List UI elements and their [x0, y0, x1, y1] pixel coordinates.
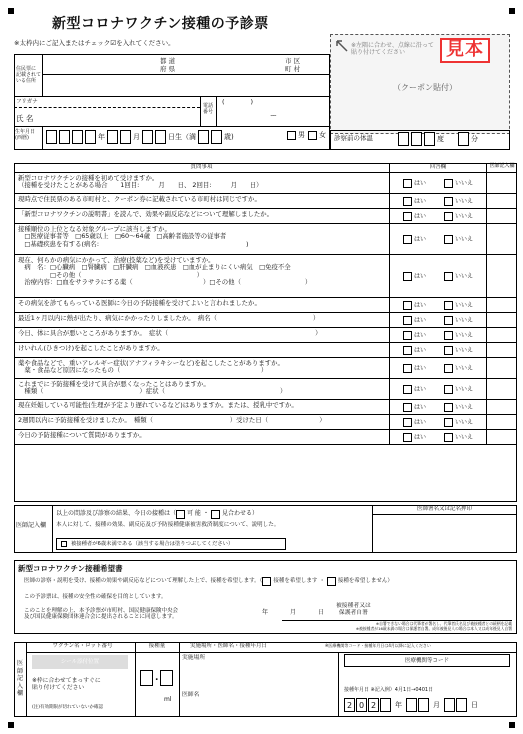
coupon-label: （クーポン貼付） — [393, 83, 457, 92]
question-text: けいれん(ひきつけ)を起こしたことがありますか。 — [18, 344, 164, 352]
no-label: いいえ — [454, 235, 473, 243]
question-row — [14, 400, 517, 415]
answer-area — [389, 343, 486, 357]
yes-checkbox[interactable] — [403, 235, 412, 244]
doctor-note-cell[interactable] — [486, 430, 517, 444]
address-fu: 府 県 — [160, 65, 176, 73]
signer-label: 被接種者又は 保護者自署 — [336, 603, 371, 616]
no-checkbox[interactable] — [444, 272, 453, 281]
answer-area — [389, 328, 486, 342]
under-six-label: 被接種者が6歳未満である（該当する場合は塗りつぶしてください） — [71, 540, 234, 547]
no-checkbox[interactable] — [444, 433, 453, 442]
question-row — [14, 313, 517, 328]
doctor-note-cell[interactable] — [486, 173, 517, 193]
registration-mark-top-right — [509, 8, 515, 14]
year-prefix-digit: 2 — [344, 698, 355, 712]
question-text: 現在、何らかの病気にかかって、治療(投薬など)を受けていますか。 病 名：□心臓病 □腎臓病 □肝臓病 □血液疾患 □血が止まりにくい病気 □免疫不全 □その他（ ） 治療内容：□血をサラサラにする薬（ ）□その他（ ） — [18, 256, 312, 287]
no-label: いいえ — [454, 301, 473, 309]
yes-checkbox[interactable] — [403, 212, 412, 221]
code-note: ※医療機関等コード・接種年月日は4月以降に記入ください — [325, 643, 431, 648]
under-six-checkbox[interactable] — [61, 541, 67, 547]
doctor-note-cell[interactable] — [486, 224, 517, 254]
address-to: 都 道 — [160, 57, 176, 65]
doctor-header: 医師記入欄 — [486, 163, 517, 172]
no-label: いいえ — [454, 316, 473, 324]
divider — [14, 126, 330, 127]
yes-checkbox[interactable] — [403, 385, 412, 394]
signer-note: ※自署できない場合は代筆者が署名し、代筆者氏名及び被接種者との続柄を記載 ※被接種者が16歳未満の場合は保護者自署。成年被後見人の場合は本人又は成年後見人自署 — [355, 621, 512, 631]
age-unit: 歳) — [224, 132, 234, 141]
divider — [216, 96, 217, 126]
facility-code-input[interactable]: 医療機関等コード — [344, 654, 510, 667]
yes-label: はい — [413, 331, 426, 339]
record-side-label: 医 師 記 入 欄 — [17, 660, 24, 697]
yes-label: はい — [413, 403, 426, 411]
question-row — [14, 379, 517, 400]
yes-label: はい — [413, 364, 426, 372]
yes-label: はい — [413, 418, 426, 426]
no-label: いいえ — [454, 364, 473, 372]
no-label: いいえ — [454, 197, 473, 205]
signer-input[interactable] — [376, 600, 511, 618]
table-header — [14, 163, 517, 173]
divider — [52, 505, 53, 553]
yes-label: はい — [413, 235, 426, 243]
doctor-name-label: 医師名 — [182, 692, 200, 698]
yes-checkbox[interactable] — [403, 331, 412, 340]
digit-box[interactable] — [456, 698, 467, 712]
question-text: 最近1ヶ月以内に熱が出たり、病気にかかったりしましたか。 病名（ ） — [18, 314, 320, 322]
digit-box[interactable] — [444, 698, 455, 712]
digit-box[interactable] — [107, 130, 118, 144]
year-prefix-digit: 0 — [356, 698, 367, 712]
consent-month-unit: 月 — [290, 609, 297, 616]
degree-unit: 度 — [437, 134, 444, 143]
no-checkbox[interactable] — [444, 418, 453, 427]
yes-label: はい — [413, 316, 426, 324]
question-row — [14, 224, 517, 255]
question-row — [14, 194, 517, 209]
consent-purpose: この予診票は、接種の安全性の確保を目的としています。 — [24, 594, 167, 600]
doctor-judgement: 以上の問診及び診察の結果、今日の接種は（ 可 能 ・ 見合わせる ） — [56, 510, 258, 518]
digit-box[interactable] — [85, 130, 96, 144]
answer-area — [389, 415, 486, 429]
divider — [135, 642, 136, 717]
signature-header: 医師署名又は記名押印 — [372, 505, 517, 515]
digit-box[interactable] — [72, 130, 83, 144]
no-checkbox[interactable] — [444, 316, 453, 325]
seal-position[interactable]: シール添付位置 — [32, 655, 128, 669]
month-unit: 月 — [133, 132, 140, 141]
no-checkbox[interactable] — [444, 385, 453, 394]
consent-day-unit: 日 — [318, 609, 325, 616]
doctor-note-cell[interactable] — [486, 255, 517, 297]
address-input[interactable] — [43, 74, 329, 96]
no-checkbox[interactable] — [444, 301, 453, 310]
consent-agreement: このことを理解の上、本予診票が市町村、国民健康保険中央会 及び国民健康保険団体連合会に提出されることに同意します。 — [24, 608, 179, 621]
address-shi: 市 区 — [285, 57, 301, 65]
yes-label: はい — [413, 301, 426, 309]
no-checkbox[interactable] — [444, 364, 453, 373]
phone-area-code[interactable]: ( ) — [222, 98, 254, 106]
yes-checkbox[interactable] — [403, 403, 412, 412]
date-year-unit: 年 — [395, 700, 402, 709]
instruction-note: ※太枠内にご記入またはチェック☑を入れてください。 — [14, 39, 175, 47]
yes-checkbox[interactable] — [403, 316, 412, 325]
vaccine-header: ワクチン名・ロット番号 — [52, 643, 113, 649]
question-text: 今日、体に具合が悪いところがありますか。 症状（ ） — [18, 329, 322, 337]
divider — [179, 642, 180, 717]
male-label: 男 — [298, 131, 305, 140]
furigana-label: フリガナ — [16, 99, 38, 105]
question-row — [14, 343, 517, 358]
gender-select — [287, 131, 326, 140]
doctor-note-cell[interactable] — [486, 379, 517, 399]
yes-label: はい — [413, 212, 426, 220]
dose-input[interactable]: . — [140, 670, 173, 686]
place-label: 実施場所 — [182, 655, 206, 661]
year-unit: 年 — [98, 132, 105, 141]
digit-box[interactable] — [59, 130, 70, 144]
question-row — [14, 298, 517, 313]
question-text: 今日の予防接種について質問がありますか。 — [18, 431, 146, 439]
temperature-input[interactable] — [398, 132, 478, 146]
no-checkbox[interactable] — [444, 179, 453, 188]
digit-box[interactable] — [155, 130, 166, 144]
postpone-label: 見合わせる — [221, 510, 252, 518]
digit-box[interactable] — [140, 670, 153, 686]
signature-input[interactable] — [373, 516, 516, 552]
no-label: いいえ — [454, 385, 473, 393]
female-checkbox[interactable] — [308, 131, 317, 140]
day-unit: 日生（満 — [168, 132, 196, 141]
question-text: その病気を診てもらっている医師に今日の予防接種を受けてよいと言われましたか。 — [18, 299, 261, 307]
ml-unit: ml — [164, 696, 172, 703]
doctor-note-cell[interactable] — [486, 209, 517, 223]
yes-label: はい — [413, 197, 426, 205]
digit-box[interactable] — [198, 130, 209, 144]
question-text: 薬や食品などで、重いアレルギー症状(アナフィラキシーなど)を起こしたことがありますか。 薬・食品など原因になったもの（ ） — [18, 359, 284, 375]
question-row — [14, 430, 517, 445]
yes-checkbox[interactable] — [403, 197, 412, 206]
date-month-unit: 月 — [433, 700, 440, 709]
hope-no-checkbox[interactable] — [327, 577, 336, 586]
year-prefix-digit: 2 — [368, 698, 379, 712]
doctor-explain: 本人に対して、接種の効果、副反応及び予防接種健康被害救済制度について、説明した。 — [56, 522, 280, 528]
question-row — [14, 255, 517, 298]
date-label: 接種年月日 ※記入例）4月1日→0401日 — [344, 687, 434, 693]
date-day-unit: 日 — [471, 700, 478, 709]
answer-area — [389, 430, 486, 444]
no-checkbox[interactable] — [444, 331, 453, 340]
question-row — [14, 173, 517, 194]
digit-box[interactable] — [46, 130, 57, 144]
page-title: 新型コロナワクチン接種の予診票 — [52, 16, 269, 32]
question-row — [14, 328, 517, 343]
yes-label: はい — [413, 385, 426, 393]
doctor-note-cell[interactable] — [486, 400, 517, 414]
postpone-checkbox[interactable] — [211, 510, 220, 519]
yes-checkbox[interactable] — [403, 364, 412, 373]
question-text: 2週間以内に予防接種を受けましたか。 種類（ ）受けた日（ ） — [18, 416, 326, 424]
registration-mark-top-left — [8, 8, 14, 14]
address-cho: 町 村 — [285, 65, 301, 73]
question-row — [14, 415, 517, 430]
doctor-section-label: 医師記入欄 — [16, 522, 47, 529]
birth-label: 生年月日 (西暦) — [15, 129, 36, 141]
divider — [26, 652, 517, 653]
answer-area — [389, 209, 486, 223]
divider — [26, 642, 27, 717]
answer-area — [389, 313, 486, 327]
questions-header: 質問事項 — [190, 164, 213, 170]
digit-box[interactable] — [406, 698, 417, 712]
yes-label: はい — [413, 272, 426, 280]
question-text: これまでに予防接種を受けて具合が悪くなったことはありますか。 種類（ ）症状（ ） — [18, 380, 287, 396]
temperature-label: 診察前の体温 — [334, 134, 373, 142]
doctor-note-cell[interactable] — [486, 415, 517, 429]
digit-box[interactable] — [160, 670, 173, 686]
yes-checkbox[interactable] — [403, 179, 412, 188]
yes-label: はい — [413, 433, 426, 441]
address-label: 住民票に 記載されて いる住所 — [16, 66, 42, 84]
registration-mark-bottom-right — [509, 722, 515, 728]
dose-header: 接種量 — [148, 643, 166, 649]
under-six-row — [56, 538, 286, 550]
name-input[interactable] — [42, 108, 200, 126]
consent-title: 新型コロナワクチン接種希望書 — [18, 564, 123, 573]
answer-area — [389, 379, 486, 399]
phone-label: 電話 番号 — [203, 103, 214, 115]
question-text: 新型コロナワクチンの接種を初めて受けますか。 （接種を受けたことがある場合 1回目: 月 日、 2回目: 月 日） — [18, 174, 263, 190]
phone-dash: ー — [270, 112, 277, 120]
consent-text: 医師の診察・説明を受け、接種の効果や副反応などについて理解した上で、接種を希望します。（ — [24, 578, 263, 585]
digit-box[interactable] — [211, 130, 222, 144]
answer-area — [389, 358, 486, 378]
no-label: いいえ — [454, 433, 473, 441]
answers-header: 回答欄 — [389, 163, 486, 172]
yes-checkbox[interactable] — [403, 272, 412, 281]
question-text: 「新型コロナワクチンの説明書」を読んで、効果や副反応などについて理解しましたか。 — [18, 210, 274, 218]
doctor-note-cell[interactable] — [486, 298, 517, 312]
hope-yes-label: 接種を希望します — [273, 578, 318, 585]
no-checkbox[interactable] — [444, 212, 453, 221]
question-row — [14, 209, 517, 224]
answer-area — [389, 255, 486, 297]
seal-align-note: ※枠に合わせてまっすぐに 貼り付けてください — [32, 678, 101, 691]
question-row — [14, 358, 517, 379]
yes-checkbox[interactable] — [403, 301, 412, 310]
no-checkbox[interactable] — [444, 197, 453, 206]
hope-yes-checkbox[interactable] — [262, 577, 271, 586]
doctor-note-cell[interactable] — [486, 343, 517, 357]
no-label: いいえ — [454, 346, 473, 354]
female-label: 女 — [319, 131, 326, 140]
doctor-note-cell[interactable] — [486, 358, 517, 378]
judgement-text: 以上の問診及び診察の結果、今日の接種は（ — [56, 510, 177, 518]
yes-checkbox[interactable] — [403, 346, 412, 355]
no-label: いいえ — [454, 331, 473, 339]
consent-year-unit: 年 — [262, 609, 269, 616]
yes-checkbox[interactable] — [403, 418, 412, 427]
no-checkbox[interactable] — [444, 235, 453, 244]
answer-area — [389, 194, 486, 208]
no-label: いいえ — [454, 272, 473, 280]
answer-area — [389, 173, 486, 193]
consent-close: ） — [387, 578, 393, 585]
expiry-note: (注)有効期限が切れていないか確認 — [32, 705, 104, 710]
hope-no-label: 接種を希望しません — [337, 578, 388, 585]
question-text: 接種順位の上位となる対象グループに該当しますか。 □医療従事者等 □65歳以上 □60〜64歳 □高齢者施設等の従事者 □基礎疾患を有する(病名: ) — [18, 225, 249, 248]
place-header: 実施場所・医師名・接種年月日 — [190, 643, 268, 649]
answer-area — [389, 298, 486, 312]
divider — [14, 96, 330, 97]
name-label: 氏 名 — [16, 114, 34, 123]
digit-box[interactable] — [142, 130, 153, 144]
sample-stamp: 見本 — [440, 38, 490, 63]
consent-line: 医師の診察・説明を受け、接種の効果や副反応などについて理解した上で、接種を希望します。（ 接種を希望します ・ 接種を希望しません ） — [24, 578, 393, 585]
possible-checkbox[interactable] — [176, 510, 185, 519]
yes-label: はい — [413, 346, 426, 354]
judgement-close: ） — [251, 510, 258, 518]
birth-date-input[interactable] — [46, 130, 234, 144]
answer-area — [389, 400, 486, 414]
answer-area — [389, 224, 486, 254]
doctor-note-cell[interactable] — [486, 313, 517, 327]
digit-box[interactable] — [380, 698, 391, 712]
divider — [338, 652, 339, 717]
divider — [42, 126, 43, 150]
no-checkbox[interactable] — [444, 403, 453, 412]
no-label: いいえ — [454, 179, 473, 187]
yes-checkbox[interactable] — [403, 433, 412, 442]
doctor-note-cell[interactable] — [486, 194, 517, 208]
digit-box[interactable] — [424, 132, 435, 146]
coupon-note: ※左隅に合わせ、点線に沿って 貼り付けてください — [351, 42, 434, 56]
question-text: 現時点で住民票のある市町村と、クーポン券に記載されている市町村は同じですか。 — [18, 195, 261, 203]
male-checkbox[interactable] — [287, 131, 296, 140]
digit-box[interactable] — [398, 132, 409, 146]
doctor-note-cell[interactable] — [486, 328, 517, 342]
digit-box[interactable] — [458, 132, 469, 146]
divider — [200, 96, 201, 126]
possible-label: 可 能 — [187, 510, 201, 518]
no-checkbox[interactable] — [444, 346, 453, 355]
decimal-unit: 分 — [471, 134, 478, 143]
no-label: いいえ — [454, 403, 473, 411]
arrow-icon — [335, 39, 349, 53]
digit-box[interactable] — [411, 132, 422, 146]
digit-box[interactable] — [120, 130, 131, 144]
registration-mark-bottom-left — [8, 722, 14, 728]
no-label: いいえ — [454, 418, 473, 426]
question-text: 現在妊娠している可能性(生理が予定より遅れているなど)はありますか。または、授乳中ですか。 — [18, 401, 298, 409]
no-label: いいえ — [454, 212, 473, 220]
digit-box[interactable] — [418, 698, 429, 712]
vaccination-date-input[interactable] — [344, 698, 478, 712]
yes-label: はい — [413, 179, 426, 187]
